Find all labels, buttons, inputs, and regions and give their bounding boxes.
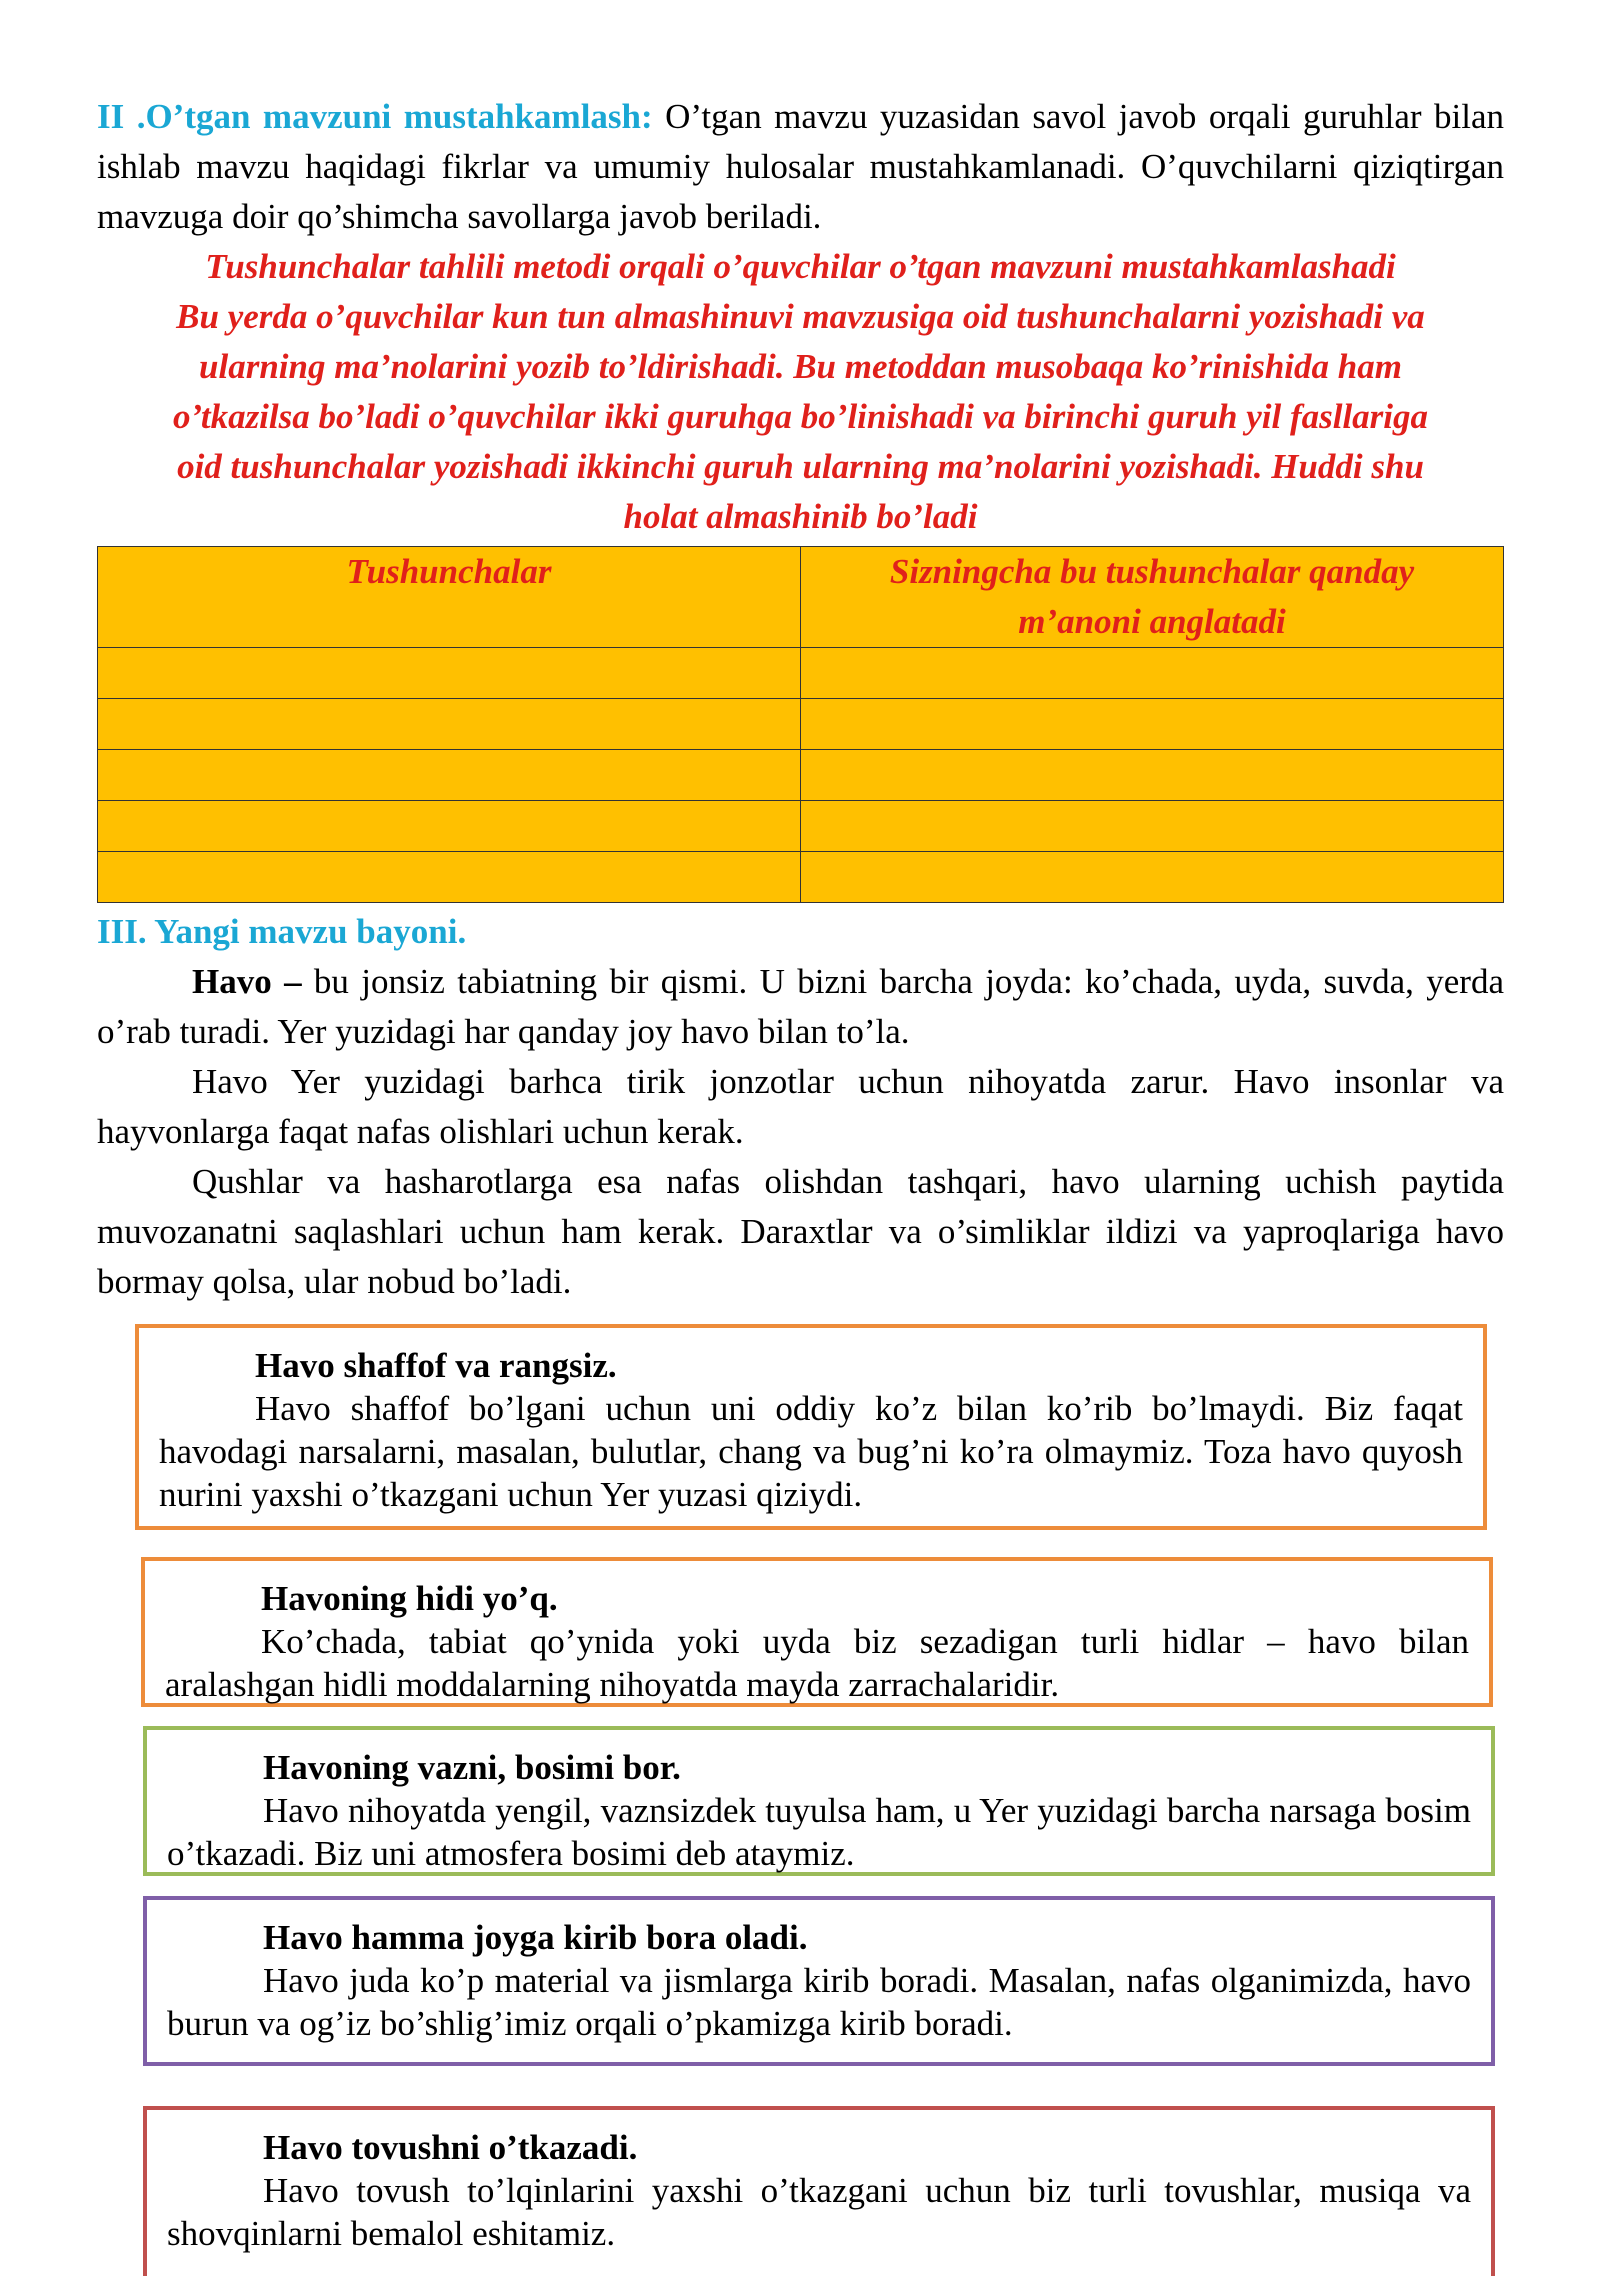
table-header-row — [98, 547, 1504, 648]
section2-heading: II .O’tgan mavzuni mustahkamlash: — [97, 97, 653, 136]
method-line: ularning ma’nolarini yozib to’ldirishadi. Bu metoddan musobaqa ko’rinishida ham — [199, 347, 1402, 386]
concepts-table — [97, 546, 1504, 903]
method-line: o’tkazilsa bo’ladi o’quvchilar ikki guruhga bo’linishadi va birinchi guruh yil fasllariga — [172, 397, 1429, 436]
table-cell[interactable] — [801, 648, 1504, 699]
table-cell[interactable] — [98, 648, 801, 699]
box-title: Havoning hidi yo’q. — [261, 1579, 558, 1618]
table-header-meaning: Sizningcha bu tushunchalar qanday m’anoni anglatadi — [801, 547, 1504, 648]
method-line: oid tushunchalar yozishadi ikkinchi guruh ularning ma’nolarini yozishadi. Huddi shu — [177, 447, 1424, 486]
box-text: Ko’chada, tabiat qo’ynida yoki uyda biz sezadigan turli hidlar – havo bilan aralashgan hidli moddalarning nihoyatda mayda zarrachalaridir. — [165, 1622, 1469, 1704]
table-cell[interactable] — [98, 699, 801, 750]
box-text: Havo tovush to’lqinlarini yaxshi o’tkazgani uchun biz turli tovushlar, musiqa va shovqinlarni bemalol eshitamiz. — [167, 2171, 1471, 2253]
property-box-odorless — [141, 1557, 1493, 1707]
havo-term: Havo – — [192, 962, 302, 1001]
table-cell[interactable] — [98, 852, 801, 903]
table-header-concepts: Tushunchalar — [98, 547, 801, 648]
method-line: Tushunchalar tahlili metodi orqali o’quvchilar o’tgan mavzuni mustahkamlashadi — [205, 247, 1396, 286]
document-page — [97, 92, 1504, 1307]
method-line: Bu yerda o’quvchilar kun tun almashinuvi mavzusiga oid tushunchalarni yozishadi va — [176, 297, 1425, 336]
section3-paragraph-1 — [97, 957, 1504, 1057]
box-text: Havo nihoyatda yengil, vaznsizdek tuyulsa ham, u Yer yuzidagi barcha narsaga bosim o’tkazadi. Biz uni atmosfera bosimi deb ataymiz. — [167, 1791, 1471, 1873]
section3-paragraph-1-text: bu jonsiz tabiatning bir qismi. U bizni barcha joyda: ko’chada, uyda, suvda, yerda o’rab turadi. Yer yuzidagi har qanday joy havo bilan to’la. — [97, 962, 1504, 1051]
method-line: holat almashinib bo’ladi — [623, 497, 978, 536]
table-cell[interactable] — [98, 750, 801, 801]
box-title: Havo tovushni o’tkazadi. — [263, 2128, 638, 2167]
table-cell[interactable] — [801, 699, 1504, 750]
table-cell[interactable] — [98, 801, 801, 852]
box-title: Havo hamma joyga kirib bora oladi. — [263, 1918, 808, 1957]
table-row — [98, 648, 1504, 699]
table-row — [98, 750, 1504, 801]
table-row — [98, 699, 1504, 750]
section3-heading: III. Yangi mavzu bayoni. — [97, 912, 467, 951]
section3-paragraph-2: Havo Yer yuzidagi barhca tirik jonzotlar uchun nihoyatda zarur. Havo insonlar va hayvonlarga faqat nafas olishlari uchun kerak. — [97, 1062, 1504, 1151]
box-title: Havoning vazni, bosimi bor. — [263, 1748, 681, 1787]
property-box-weight — [143, 1726, 1495, 1876]
table-row — [98, 801, 1504, 852]
table-cell[interactable] — [801, 852, 1504, 903]
property-box-transparent — [135, 1324, 1487, 1530]
section2-paragraph — [97, 92, 1504, 242]
table-row — [98, 852, 1504, 903]
method-description — [97, 242, 1504, 542]
property-box-sound — [143, 2106, 1495, 2276]
box-text: Havo shaffof bo’lgani uchun uni oddiy ko’z bilan ko’rib bo’lmaydi. Biz faqat havodagi narsalarni, masalan, bulutlar, chang va bug’ni ko’ra olmaymiz. Toza havo quyosh nurini yaxshi o’tkazgani uchun Yer yuzasi qiziydi. — [159, 1389, 1463, 1514]
table-cell[interactable] — [801, 750, 1504, 801]
property-box-penetrates — [143, 1896, 1495, 2066]
box-title: Havo shaffof va rangsiz. — [255, 1346, 617, 1385]
table-cell[interactable] — [801, 801, 1504, 852]
section3-paragraph-3: Qushlar va hasharotlarga esa nafas olishdan tashqari, havo ularning uchish paytida muvozanatni saqlashlari uchun ham kerak. Daraxtlar va o’simliklar ildizi va yaproqlariga havo bormay qolsa, ular nobud bo’ladi. — [97, 1162, 1504, 1301]
box-text: Havo juda ko’p material va jismlarga kirib boradi. Masalan, nafas olganimizda, havo burun va og’iz bo’shlig’imiz orqali o’pkamizga kirib boradi. — [167, 1961, 1471, 2043]
section2-text: O’tgan mavzu yuzasidan savol javob orqali guruhlar bilan ishlab mavzu haqidagi fikrlar va umumiy hulosalar mustahkamlanadi. O’quvchilarni qiziqtirgan mavzuga doir qo’shimcha savollarga javob beriladi. — [97, 97, 1504, 236]
